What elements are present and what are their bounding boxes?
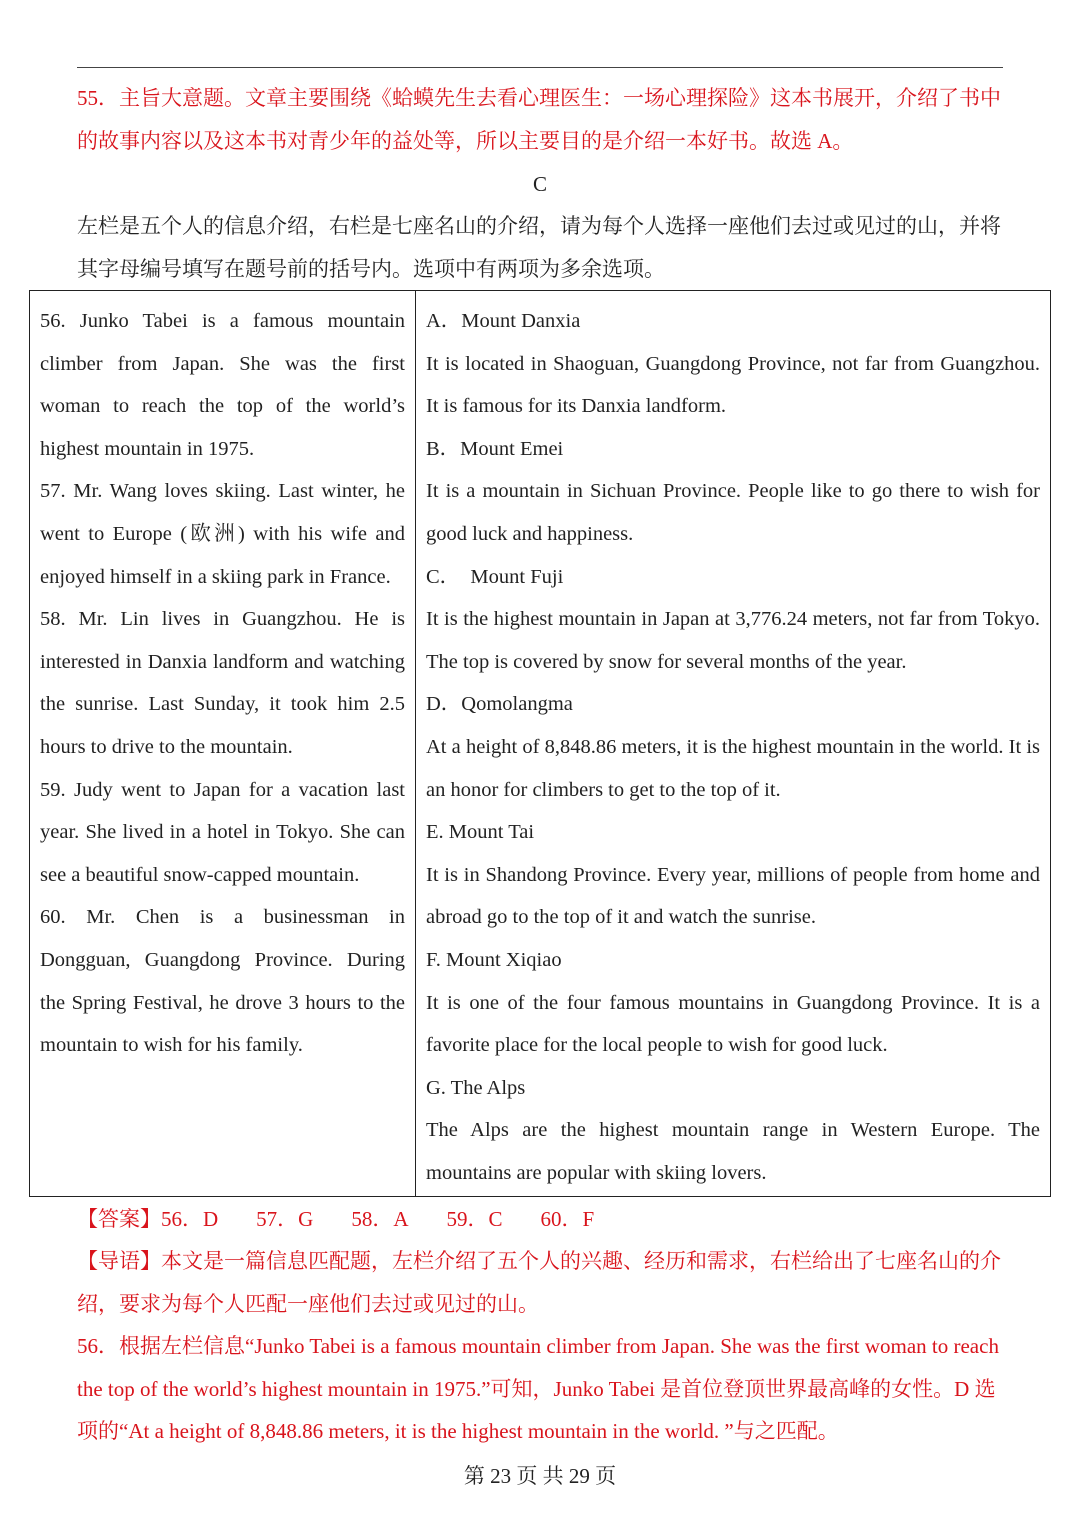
section-instructions: 左栏是五个人的信息介绍，右栏是七座名山的介绍，请为每个人选择一座他们去过或见过的山，并将其字母编号填写在题号前的括号内。选项中有两项为多余选项。	[77, 214, 1001, 281]
q55-explanation: 55．主旨大意题。文章主要围绕《蛤蟆先生去看心理医生：一场心理探险》这本书展开，介绍了书中的故事内容以及这本书对青少年的益处等，所以主要目的是介绍一本好书。故选 A。	[77, 86, 1001, 153]
guide-paragraph: 【导语】本文是一篇信息匹配题，左栏介绍了五个人的兴趣、经历和需求，右栏给出了七座名山的介绍，要求为每个人匹配一座他们去过或见过的山。	[77, 1249, 1001, 1316]
top-rule	[77, 67, 1003, 68]
person-56: 56. Junko Tabei is a famous mountain climber from Japan. She was the first woman to reach the top of the world’s highest mountain in 1975.	[40, 310, 405, 460]
person-59: 59. Judy went to Japan for a vacation last year. She lived in a hotel in Tokyo. She can see a beautiful snow-capped mountain.	[40, 778, 405, 886]
section-letter: C	[532, 172, 547, 196]
option-a-title: A．Mount Danxia	[426, 310, 581, 332]
answer-56: 56．D	[161, 1207, 219, 1231]
matching-table	[29, 290, 1051, 1197]
person-60: 60. Mr. Chen is a businessman in Dongguan, Guangdong Province. During the Spring Festival, he drove 3 hours to the mountain to wish for his family.	[40, 906, 405, 1057]
page-footer: 第 23 页 共 29 页	[463, 1464, 617, 1488]
explanation-56: 56．根据左栏信息“Junko Tabei is a famous mountain climber from Japan. She was the first woman to reach the top of the world’s highest mountain in 1975.”可知，Junko Tabei 是首位登顶世界最高峰的女性。D 选项的“At a height of 8,848.86 meters, it is the highest mountain in the world. ”与之匹配。	[77, 1334, 999, 1443]
option-g-desc: The Alps are the highest mountain range in Western Europe. The mountains are popular with skiing lovers.	[426, 1119, 1040, 1184]
option-g-title: G. The Alps	[426, 1076, 526, 1099]
option-a-desc: It is located in Shaoguan, Guangdong Province, not far from Guangzhou. It is famous for its Danxia landform.	[426, 352, 1040, 418]
option-f-title: F. Mount Xiqiao	[426, 948, 562, 971]
option-c-title: C． Mount Fuji	[426, 565, 564, 588]
person-58: 58. Mr. Lin lives in Guangzhou. He is interested in Danxia landform and watching the sunrise. Last Sunday, it took him 2.5 hours to drive to the mountain.	[40, 608, 405, 758]
answer-line	[77, 1198, 1007, 1241]
option-d-desc: At a height of 8,848.86 meters, it is the highest mountain in the world. It is an honor for climbers to get to the top of it.	[426, 735, 1040, 801]
option-d-title: D．Qomolangma	[426, 693, 573, 716]
answer-59: 59．C	[446, 1207, 503, 1231]
option-c-desc: It is the highest mountain in Japan at 3,776.24 meters, not far from Tokyo. The top is covered by snow for several months of the year.	[426, 608, 1040, 673]
answer-58: 58．A	[351, 1207, 409, 1231]
option-f-desc: It is one of the four famous mountains in Guangdong Province. It is a favorite place for the local people to wish for good luck.	[426, 991, 1040, 1057]
option-e-desc: It is in Shandong Province. Every year, millions of people from home and abroad go to the top of it and watch the sunrise.	[426, 863, 1040, 929]
option-b-desc: It is a mountain in Sichuan Province. People like to go there to wish for good luck and happiness.	[426, 480, 1040, 545]
people-column	[30, 291, 416, 1197]
answer-57: 57．G	[256, 1207, 314, 1231]
answer-60: 60．F	[540, 1207, 595, 1231]
option-b-title: B．Mount Emei	[426, 437, 564, 460]
person-57: 57. Mr. Wang loves skiing. Last winter, he went to Europe (欧洲) with his wife and enjoyed himself in a skiing park in France.	[40, 480, 405, 588]
answer-label: 【答案】	[77, 1207, 161, 1231]
mountains-column	[416, 291, 1051, 1197]
option-e-title: E. Mount Tai	[426, 821, 535, 844]
